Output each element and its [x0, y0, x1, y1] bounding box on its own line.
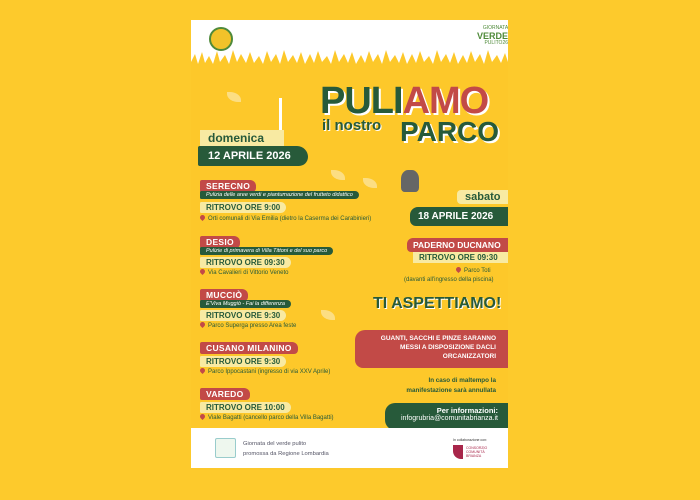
location-pin-icon: [199, 321, 206, 328]
event-description: Pulizia delle aree verdi e piantumazione del frutteto didattico: [200, 191, 359, 199]
event-address: [200, 215, 371, 222]
grass-decoration: [191, 48, 508, 78]
logo-year: 26: [502, 40, 508, 47]
event-town: MUCCIÒ: [200, 289, 248, 301]
address-text: Viale Bagatti (cancello parco della Villa Bagatti): [208, 415, 334, 421]
supplies-notice: GUANTI, SACCHI E PINZE SARANNO MESSI A DISPOSIZIONE DACLI ORCANIZZATORI: [355, 330, 508, 368]
title-puli: PULI: [320, 80, 403, 122]
footer-logo: [215, 438, 236, 458]
event-meeting-time: RITROVO ORE 9:30: [200, 310, 286, 321]
event-description: E'Viva Muggiò - Fai la differenza: [200, 300, 291, 308]
leaf-decoration: [331, 170, 345, 180]
location-pin-icon: [455, 266, 462, 273]
address-text: Via Cavalieri di Vittorio Veneto: [208, 270, 289, 276]
leaf-decoration: [227, 92, 241, 102]
sunday-day: domenica: [200, 130, 284, 146]
saturday-address-note: (davanti all'ingresso della piscina): [404, 277, 494, 283]
address-text: Parco Superga presso Area feste: [208, 323, 297, 329]
sunday-date: 12 APRILE 2026: [198, 146, 308, 166]
title-amo: AMO: [402, 80, 489, 122]
logo-giornata: GIORNATA: [482, 25, 508, 31]
right-logo: [453, 26, 508, 47]
logo-pulito: PULITO: [484, 40, 503, 47]
title-parco: PARCO: [400, 116, 500, 147]
left-logo: [209, 27, 233, 51]
location-pin-icon: [199, 268, 206, 275]
address-text: Orti comunali di Via Emilia (dietro la Caserma dei Carabinieri): [208, 216, 372, 222]
event-address: [200, 368, 330, 375]
event-town: VAREDO: [200, 388, 250, 400]
location-pin-icon: [199, 214, 206, 221]
location-pin-icon: [199, 413, 206, 420]
weather-line1: In caso di maltempo la: [428, 377, 496, 384]
event-poster: [191, 20, 508, 470]
weather-line2: manifestazione sarà annullata: [406, 386, 496, 394]
saturday-date: 18 APRILE 2026: [410, 207, 508, 226]
saturday-address: [456, 267, 491, 274]
leaf-decoration: [321, 310, 335, 320]
weather-notice: [391, 376, 496, 396]
partner-logo-text: CONSORZIO COMUNITÀ BRIANZA: [466, 446, 488, 459]
info-box: [385, 403, 508, 430]
footer: [191, 428, 508, 468]
event-address: [200, 322, 296, 329]
event-meeting-time: RITROVO ORE 09:30: [200, 257, 291, 268]
mole-illustration: [401, 170, 419, 192]
event-town: SERECNO: [200, 180, 256, 192]
welcome-text: TI ASPETTIAMO!: [373, 295, 502, 312]
event-address: [200, 269, 289, 276]
saturday-day: sabato: [457, 190, 508, 204]
title-subtitle: il nostro: [322, 117, 382, 134]
footer-line1: Giornata del verde pulito: [243, 441, 307, 447]
saturday-meeting-time: RITROVO ORE 09:30: [413, 252, 508, 263]
leaf-decoration: [363, 178, 377, 188]
event-town: DESIO: [200, 236, 240, 248]
partner-logo-mark: [453, 445, 463, 459]
footer-line2: promossa da Regione Lombardia: [243, 450, 329, 457]
event-description: Pulizie di primavera di Villa Tittoni e del suo parco: [200, 247, 333, 255]
event-meeting-time: RITROVO ORE 9:00: [200, 202, 286, 213]
address-text: Parco Toti: [464, 268, 491, 274]
location-pin-icon: [199, 367, 206, 374]
info-label: Per informazioni:: [436, 406, 498, 415]
event-town: CUSANO MILANINO: [200, 342, 298, 354]
collab-label: In collaborazione con:: [453, 438, 488, 442]
logo-verde: VERDE: [476, 30, 508, 41]
event-meeting-time: RITROVO ORE 9:30: [200, 356, 286, 367]
address-text: Parco Ippocastani (ingresso di via XXV Aprile): [208, 369, 331, 375]
saturday-town: PADERNO DUCNANO: [407, 238, 508, 252]
footer-text: [243, 440, 329, 460]
info-email[interactable]: infogrubria@comunitabrianza.it: [401, 415, 498, 422]
event-meeting-time: RITROVO ORE 10:00: [200, 402, 291, 413]
event-address: [200, 414, 334, 421]
